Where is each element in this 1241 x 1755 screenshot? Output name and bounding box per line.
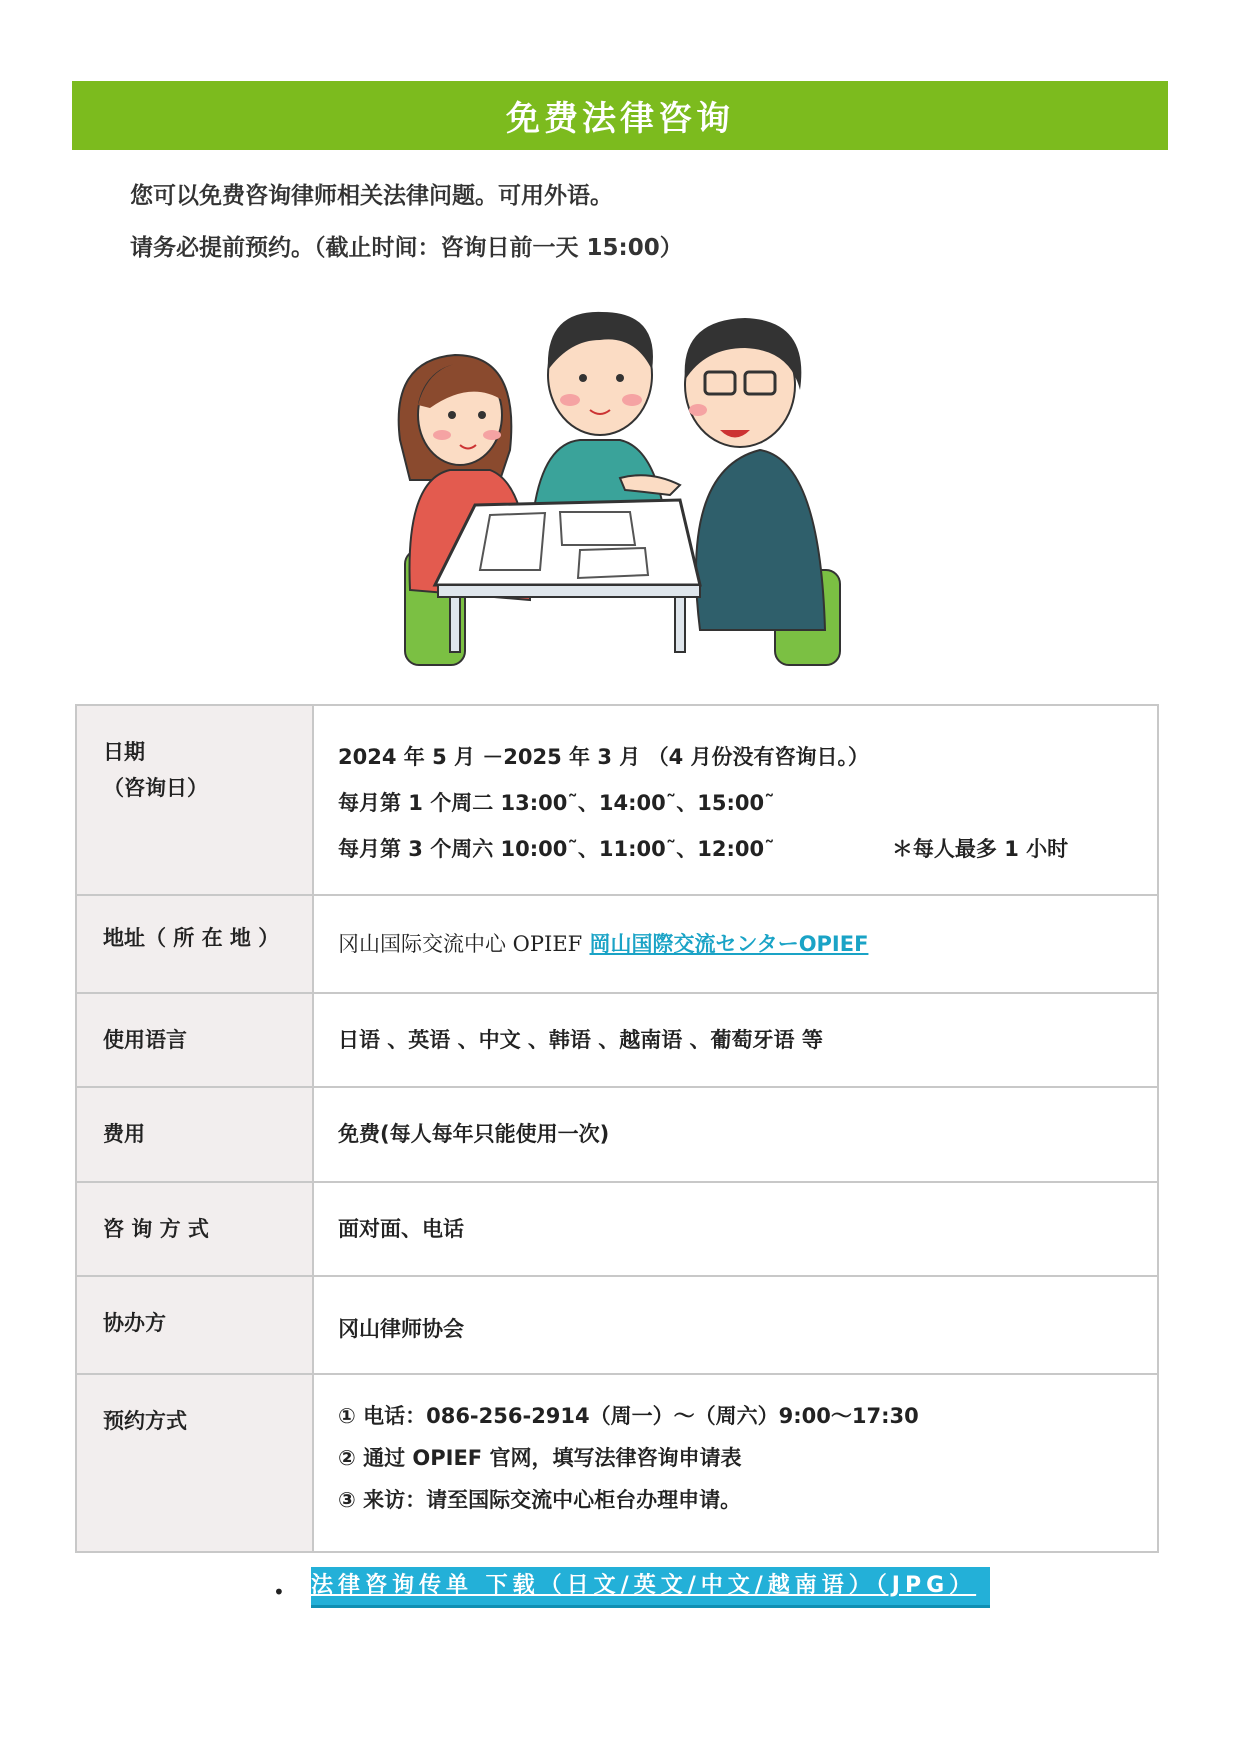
time-limit-note: ＊每人最多 1 小时 [891,837,1069,861]
fee-value-cell [313,1087,1158,1182]
language-value-cell [313,993,1158,1087]
address-value-cell [313,895,1158,993]
title-banner [72,81,1168,150]
method-label-cell [76,1182,313,1276]
reserve-phone: ① 电话：086-256-2914（周一）～（周六）9:00～17:30 [338,1404,919,1428]
partner-label-cell [76,1276,313,1374]
date-value-cell [313,705,1158,895]
address-label: 地址（ 所 在 地 ） [103,926,280,950]
date-saturday: 每月第 3 个周六 10:00˜、11:00˜、12:00˜ [338,837,775,861]
partner-value-cell [313,1276,1158,1374]
date-label-cell [76,705,313,895]
language-label: 使用语言 [103,1028,187,1052]
date-tuesday: 每月第 1 个周二 13:00˜、14:00˜、15:00˜ [338,791,775,815]
info-table [75,704,1159,1553]
page-title: 免费法律咨询 [506,99,734,139]
reserve-value-cell [313,1374,1158,1552]
partner-value: 冈山律师协会 [338,1317,464,1341]
method-label: 咨 询 方 式 [103,1217,209,1241]
method-value: 面对面、电话 [338,1217,464,1241]
consultation-illustration [380,300,880,670]
address-link[interactable]: 岡山国際交流センターOPIEF [589,932,869,956]
fee-label-cell [76,1087,313,1182]
intro-line-1: 您可以免费咨询律师相关法律问题。可用外语。 [130,183,613,209]
reserve-label: 预约方式 [103,1409,187,1433]
reserve-visit: ③ 来访：请至国际交流中心柜台办理申请。 [338,1488,742,1512]
date-label-sub: （咨询日） [103,776,208,800]
language-label-cell [76,993,313,1087]
date-range: 2024 年 5 月 －2025 年 3 月 （4 月份没有咨询日。） [338,745,870,769]
reserve-website: ② 通过 OPIEF 官网，填写法律咨询申请表 [338,1446,742,1470]
fee-value: 免费(每人每年只能使用一次) [338,1122,610,1146]
intro-line-2: 请务必提前预约。（截止时间：咨询日前一天 15:00） [130,235,683,261]
partner-label: 协办方 [103,1311,166,1335]
download-flyer-link[interactable]: 法律咨询传单 下载（日文/英文/中文/越南语）（JPG） [311,1567,990,1608]
reserve-label-cell [76,1374,313,1552]
address-text: 冈山国际交流中心 OPIEF [338,932,583,956]
language-value: 日语 、英语 、中文 、韩语 、越南语 、葡萄牙语 等 [338,1028,823,1052]
date-label: 日期 [103,740,145,764]
address-label-cell [76,895,313,993]
bullet-dot: • [273,1580,285,1604]
method-value-cell [313,1182,1158,1276]
fee-label: 费用 [103,1122,145,1146]
